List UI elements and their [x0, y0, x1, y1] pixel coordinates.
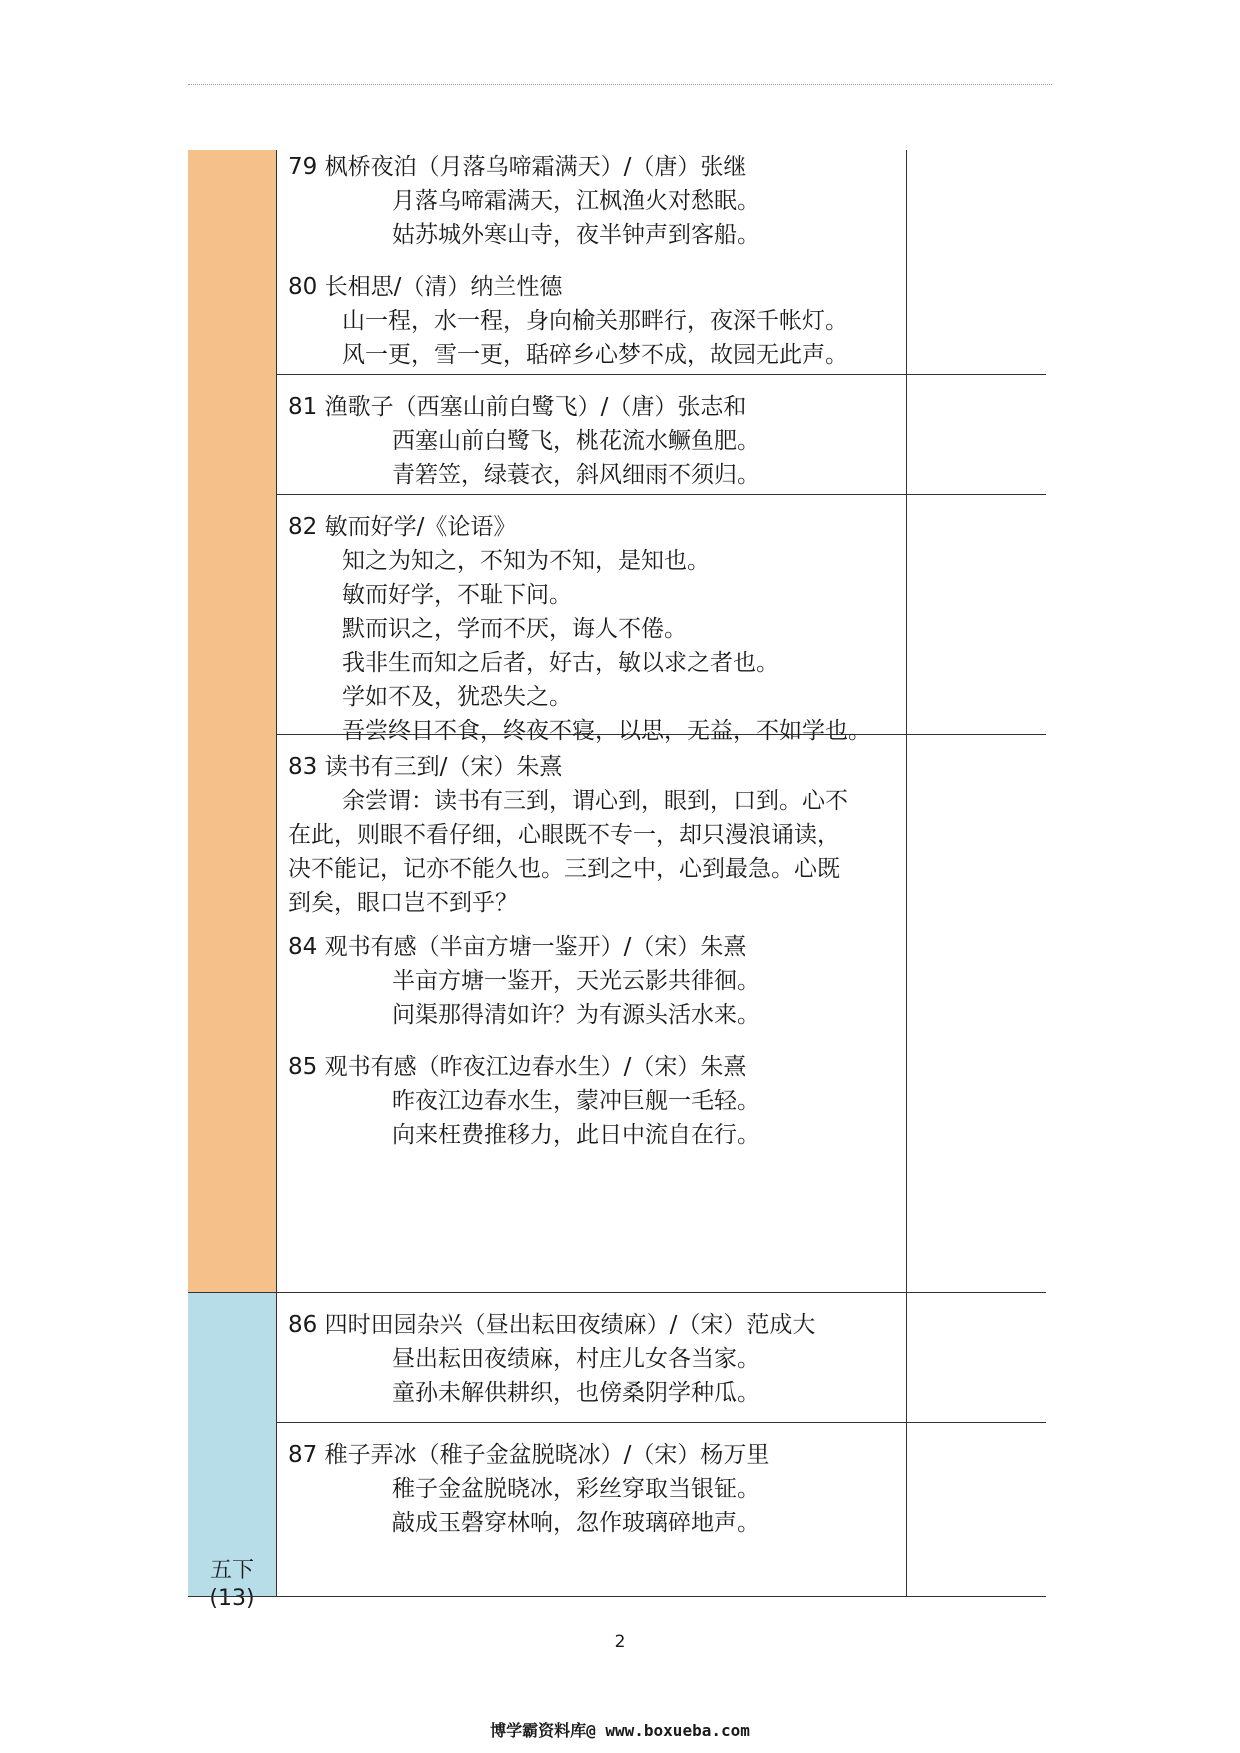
page-number: 2 [614, 1632, 626, 1652]
row-divider [276, 374, 1046, 375]
footer-watermark: 博学霸资料库@ www.boxueba.com [490, 1721, 750, 1740]
prose-line: 决不能记，记亦不能久也。三到之中，心到最急。心既 [288, 856, 840, 882]
prose-line: 在此，则眼不看仔细，心眼既不专一，却只漫浪诵读， [288, 822, 840, 848]
poem-line: 问渠那得清如许？为有源头活水来。 [392, 1002, 760, 1028]
poem-title: 86 四时田园杂兴（昼出耘田夜绩麻）/（宋）范成大 [288, 1312, 816, 1338]
grade-cell-wuxia [188, 1292, 277, 1611]
row-divider [188, 1292, 1046, 1293]
grade-count: (13) [209, 1586, 255, 1611]
poem-table [188, 150, 1046, 1611]
poem-line: 向来枉费推移力，此日中流自在行。 [392, 1122, 760, 1148]
poem-line: 吾尝终日不食，终夜不寝，以思，无益，不如学也。 [342, 718, 871, 744]
poem-line: 昼出耘田夜绩麻，村庄儿女各当家。 [392, 1346, 760, 1372]
table-bottom-border [188, 1596, 1046, 1597]
poem-title: 84 观书有感（半亩方塘一鉴开）/（宋）朱熹 [288, 934, 747, 960]
poem-entry [288, 510, 898, 748]
poem-line: 敲成玉磬穿林响，忽作玻璃碎地声。 [392, 1510, 760, 1536]
row-divider [276, 494, 1046, 495]
poem-line: 敏而好学，不耻下问。 [342, 582, 572, 608]
poem-entry [288, 1308, 898, 1410]
poem-entry [288, 150, 898, 252]
poem-line: 半亩方塘一鉴开，天光云影共徘徊。 [392, 968, 760, 994]
poem-line: 山一程，水一程，身向榆关那畔行，夜深千帐灯。 [342, 308, 848, 334]
poem-title: 81 渔歌子（西塞山前白鹭飞）/（唐）张志和 [288, 394, 747, 420]
poem-line: 风一更，雪一更，聒碎乡心梦不成，故园无此声。 [342, 342, 848, 368]
poem-title: 80 长相思/（清）纳兰性德 [288, 274, 563, 300]
poem-title: 87 稚子弄冰（稚子金盆脱晓冰）/（宋）杨万里 [288, 1442, 770, 1468]
poem-line: 默而识之，学而不厌，诲人不倦。 [342, 616, 687, 642]
poem-entry [288, 270, 898, 372]
poem-line: 月落乌啼霜满天，江枫渔火对愁眠。 [392, 188, 760, 214]
poem-title: 85 观书有感（昨夜江边春水生）/（宋）朱熹 [288, 1054, 747, 1080]
poem-line: 我非生而知之后者，好古，敏以求之者也。 [342, 650, 779, 676]
poem-title: 83 读书有三到/（宋）朱熹 [288, 754, 563, 780]
poem-line: 知之为知之，不知为不知，是知也。 [342, 548, 710, 574]
poem-line: 姑苏城外寒山寺，夜半钟声到客船。 [392, 222, 760, 248]
poem-line: 稚子金盆脱晓冰，彩丝穿取当银钲。 [392, 1476, 760, 1502]
poem-line: 西塞山前白鹭飞，桃花流水鳜鱼肥。 [392, 428, 760, 454]
poem-entry [288, 750, 898, 920]
poem-line: 学如不及，犹恐失之。 [342, 684, 572, 710]
poem-line: 童孙未解供耕织，也傍桑阴学种瓜。 [392, 1380, 760, 1406]
poem-entry [288, 1438, 898, 1540]
grade-name: 五下 [209, 1558, 254, 1583]
poem-line: 昨夜江边春水生，蒙冲巨舰一毛轻。 [392, 1088, 760, 1114]
poem-entry [288, 1050, 898, 1152]
prose-line: 到矣，眼口岂不到乎？ [288, 890, 518, 916]
header-rule [188, 84, 1052, 85]
poem-title: 82 敏而好学/《论语》 [288, 514, 517, 540]
poem-title: 79 枫桥夜泊（月落乌啼霜满天）/（唐）张继 [288, 154, 747, 180]
grade-cell-previous [188, 150, 277, 1292]
notes-column-border [906, 150, 907, 1596]
grade-label [188, 1557, 276, 1613]
prose-line: 余尝谓：读书有三到，谓心到，眼到，口到。心不 [342, 788, 848, 814]
poem-line: 青箬笠，绿蓑衣，斜风细雨不须归。 [392, 462, 760, 488]
row-divider [276, 1422, 1046, 1423]
poem-entry [288, 390, 898, 492]
poem-entry [288, 930, 898, 1032]
